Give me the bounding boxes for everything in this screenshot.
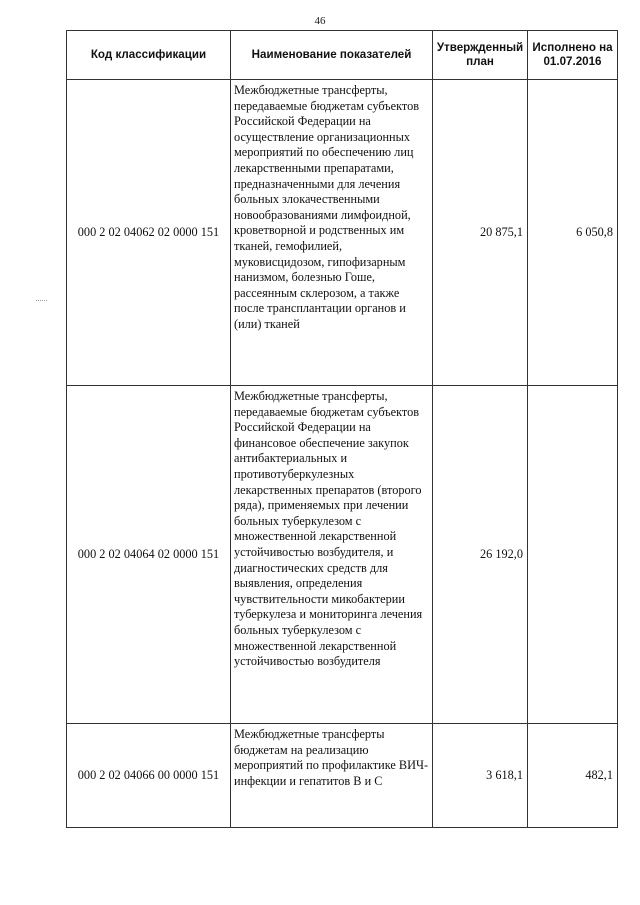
margin-mark xyxy=(36,300,47,301)
row-executed: 6 050,8 xyxy=(528,80,618,386)
row-code: 000 2 02 04066 00 0000 151 xyxy=(67,724,231,828)
row-executed: 482,1 xyxy=(528,724,618,828)
row-name: Межбюджетные трансферты, передаваемые бюджетам субъектов Российской Федерации на осуществление организационных мероприятий по обеспечению лиц лекарственными препаратами, предназначенными для лечения больных злокачественными новообразованиями лимфоидной, кроветворной и родственных им тканей, гемофилией, муковисцидозом, гипофизарным нанизмом, болезнью Гоше, рассеянным склерозом, а также после трансплантации органов и (или) тканей xyxy=(231,80,433,386)
row-plan: 3 618,1 xyxy=(433,724,528,828)
table-header-row xyxy=(67,31,618,80)
header-name: Наименование показателей xyxy=(231,31,433,80)
row-name: Межбюджетные трансферты бюджетам на реализацию мероприятий по профилактике ВИЧ-инфекции и гепатитов В и С xyxy=(231,724,433,828)
row-code: 000 2 02 04062 02 0000 151 xyxy=(67,80,231,386)
table-row xyxy=(67,724,618,828)
row-plan: 26 192,0 xyxy=(433,386,528,724)
table-row xyxy=(67,386,618,724)
row-code: 000 2 02 04064 02 0000 151 xyxy=(67,386,231,724)
row-executed xyxy=(528,386,618,724)
row-name: Межбюджетные трансферты, передаваемые бюджетам субъектов Российской Федерации на финансовое обеспечение закупок антибактериальных и противотуберкулезных лекарственных препаратов (второго ряда), применяемых при лечении больных туберкулезом с множественной лекарственной устойчивостью возбудителя, и диагностических средств для выявления, определения чувствительности микобактерии туберкулеза и мониторинга лечения больных туберкулезом с множественной лекарственной устойчивостью возбудителя xyxy=(231,386,433,724)
page-number: 46 xyxy=(314,15,326,27)
row-plan: 20 875,1 xyxy=(433,80,528,386)
table-row xyxy=(67,80,618,386)
header-code: Код классификации xyxy=(67,31,231,80)
budget-table xyxy=(66,30,618,828)
header-plan: Утвержденный план xyxy=(433,31,528,80)
header-executed: Исполнено на 01.07.2016 xyxy=(528,31,618,80)
